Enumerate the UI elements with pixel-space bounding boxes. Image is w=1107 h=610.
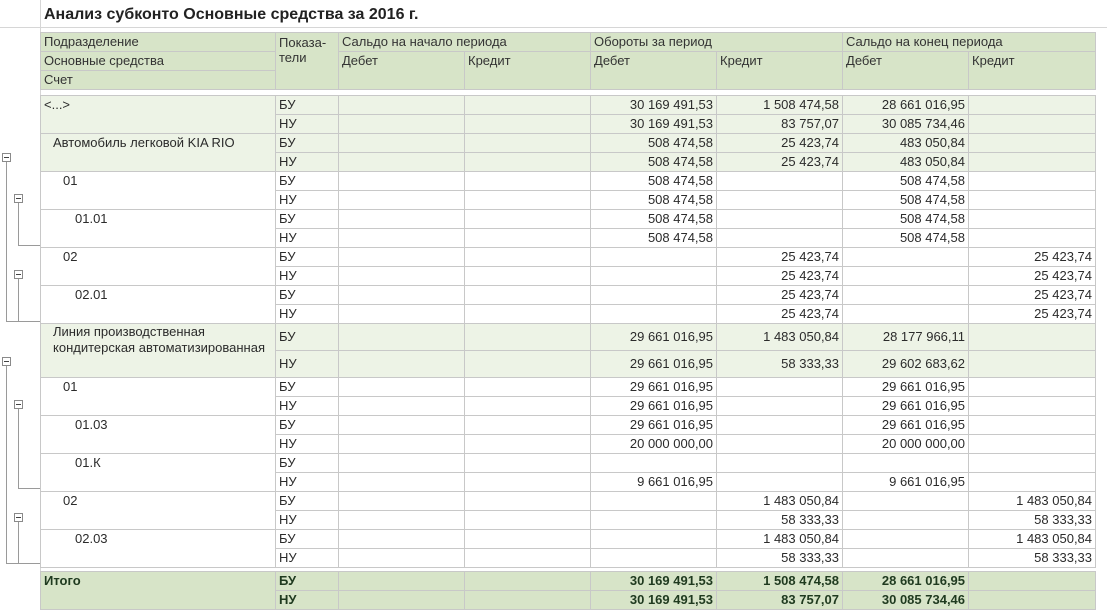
cell-cc bbox=[969, 473, 1096, 492]
indicator-nu: НУ bbox=[276, 115, 339, 134]
cell-cc: 1 483 050,84 bbox=[969, 530, 1096, 549]
cell-cc: 25 423,74 bbox=[969, 248, 1096, 267]
cell-oc bbox=[465, 210, 591, 229]
row-label: 01 bbox=[41, 378, 276, 416]
tree-line bbox=[6, 162, 7, 322]
header-open-debit: Дебет bbox=[339, 52, 465, 90]
header-indicators-line2: тели bbox=[279, 50, 307, 65]
cell-td bbox=[591, 267, 717, 286]
row-label: <...> bbox=[41, 96, 276, 134]
tree-line bbox=[18, 203, 19, 245]
cell-oc bbox=[465, 172, 591, 191]
table-row[interactable] bbox=[41, 378, 1096, 397]
cell-tc: 58 333,33 bbox=[717, 511, 843, 530]
cell-od bbox=[339, 454, 465, 473]
table-row[interactable] bbox=[41, 286, 1096, 305]
table-row[interactable] bbox=[41, 530, 1096, 549]
cell-od bbox=[339, 530, 465, 549]
cell-od bbox=[339, 96, 465, 115]
cell-od bbox=[339, 153, 465, 172]
cell-od bbox=[339, 378, 465, 397]
cell-oc bbox=[465, 416, 591, 435]
collapse-toggle-icon[interactable] bbox=[2, 153, 11, 162]
row-label: 01 bbox=[41, 172, 276, 210]
total-cell-oc bbox=[465, 591, 591, 610]
report-title: Анализ субконто Основные средства за 2016 г. bbox=[44, 6, 419, 23]
cell-oc bbox=[465, 473, 591, 492]
cell-tc bbox=[717, 229, 843, 248]
collapse-toggle-icon[interactable] bbox=[14, 513, 23, 522]
cell-cc bbox=[969, 96, 1096, 115]
cell-td bbox=[591, 286, 717, 305]
cell-oc bbox=[465, 454, 591, 473]
cell-oc bbox=[465, 397, 591, 416]
cell-tc: 1 508 474,58 bbox=[717, 96, 843, 115]
cell-cc: 1 483 050,84 bbox=[969, 492, 1096, 511]
cell-tc bbox=[717, 454, 843, 473]
table-row[interactable] bbox=[41, 248, 1096, 267]
cell-tc bbox=[717, 378, 843, 397]
indicator-nu: НУ bbox=[276, 305, 339, 324]
table-row[interactable] bbox=[41, 416, 1096, 435]
cell-tc: 1 483 050,84 bbox=[717, 530, 843, 549]
header-dim1: Подразделение bbox=[41, 33, 276, 52]
cell-cc: 25 423,74 bbox=[969, 286, 1096, 305]
cell-td: 508 474,58 bbox=[591, 210, 717, 229]
table-row[interactable] bbox=[41, 454, 1096, 473]
cell-cc bbox=[969, 378, 1096, 397]
cell-td: 30 169 491,53 bbox=[591, 96, 717, 115]
cell-cc: 58 333,33 bbox=[969, 549, 1096, 568]
title-divider bbox=[0, 27, 1107, 28]
cell-od bbox=[339, 473, 465, 492]
cell-od bbox=[339, 134, 465, 153]
cell-cc bbox=[969, 134, 1096, 153]
cell-tc bbox=[717, 191, 843, 210]
indicator-bu: БУ bbox=[276, 210, 339, 229]
indicator-bu: БУ bbox=[276, 248, 339, 267]
total-label: Итого bbox=[41, 572, 276, 610]
cell-oc bbox=[465, 351, 591, 378]
indicator-nu: НУ bbox=[276, 191, 339, 210]
report-header bbox=[41, 33, 1096, 96]
cell-cd: 508 474,58 bbox=[843, 229, 969, 248]
cell-cc bbox=[969, 351, 1096, 378]
cell-od bbox=[339, 305, 465, 324]
cell-od bbox=[339, 286, 465, 305]
cell-cd bbox=[843, 530, 969, 549]
cell-oc bbox=[465, 153, 591, 172]
indicator-bu: БУ bbox=[276, 96, 339, 115]
cell-td: 508 474,58 bbox=[591, 134, 717, 153]
cell-od bbox=[339, 229, 465, 248]
cell-oc bbox=[465, 267, 591, 286]
cell-cd bbox=[843, 305, 969, 324]
cell-cd: 29 661 016,95 bbox=[843, 416, 969, 435]
cell-cd: 29 602 683,62 bbox=[843, 351, 969, 378]
cell-td: 29 661 016,95 bbox=[591, 416, 717, 435]
cell-tc bbox=[717, 172, 843, 191]
cell-od bbox=[339, 549, 465, 568]
row-label: 01.К bbox=[41, 454, 276, 492]
cell-tc bbox=[717, 435, 843, 454]
row-label: Автомобиль легковой KIA RIO bbox=[41, 134, 276, 172]
cell-cc bbox=[969, 435, 1096, 454]
cell-od bbox=[339, 267, 465, 286]
cell-oc bbox=[465, 191, 591, 210]
indicator-bu: БУ bbox=[276, 454, 339, 473]
cell-od bbox=[339, 351, 465, 378]
cell-cd: 28 177 966,11 bbox=[843, 324, 969, 351]
table-row[interactable] bbox=[41, 492, 1096, 511]
cell-td bbox=[591, 248, 717, 267]
header-dim3: Счет bbox=[41, 71, 276, 90]
cell-td: 29 661 016,95 bbox=[591, 351, 717, 378]
cell-td: 20 000 000,00 bbox=[591, 435, 717, 454]
cell-cd: 9 661 016,95 bbox=[843, 473, 969, 492]
cell-cd: 28 661 016,95 bbox=[843, 96, 969, 115]
indicator-bu: БУ bbox=[276, 416, 339, 435]
cell-cc bbox=[969, 210, 1096, 229]
indicator-nu: НУ bbox=[276, 397, 339, 416]
cell-cd: 29 661 016,95 bbox=[843, 378, 969, 397]
row-label: 01.03 bbox=[41, 416, 276, 454]
cell-cc bbox=[969, 454, 1096, 473]
cell-oc bbox=[465, 96, 591, 115]
cell-cd bbox=[843, 511, 969, 530]
indicator-nu: НУ bbox=[276, 153, 339, 172]
total-cell-td: 30 169 491,53 bbox=[591, 572, 717, 591]
cell-cd bbox=[843, 492, 969, 511]
tree-gutter bbox=[0, 0, 41, 609]
cell-cd: 508 474,58 bbox=[843, 172, 969, 191]
cell-tc bbox=[717, 473, 843, 492]
cell-cd: 508 474,58 bbox=[843, 191, 969, 210]
indicator-nu: НУ bbox=[276, 473, 339, 492]
header-dim2: Основные средства bbox=[41, 52, 276, 71]
collapse-toggle-icon[interactable] bbox=[14, 194, 23, 203]
total-cell-oc bbox=[465, 572, 591, 591]
indicator-bu: БУ bbox=[276, 324, 339, 351]
cell-tc: 58 333,33 bbox=[717, 351, 843, 378]
cell-td: 508 474,58 bbox=[591, 191, 717, 210]
indicator-bu: БУ bbox=[276, 492, 339, 511]
cell-td bbox=[591, 549, 717, 568]
total-cell-od bbox=[339, 572, 465, 591]
indicator-nu: НУ bbox=[276, 351, 339, 378]
cell-td bbox=[591, 511, 717, 530]
tree-line bbox=[6, 366, 7, 564]
table-row[interactable] bbox=[41, 210, 1096, 229]
table-row[interactable] bbox=[41, 172, 1096, 191]
header-turn-debit: Дебет bbox=[591, 52, 717, 90]
cell-cd bbox=[843, 248, 969, 267]
row-label: 02 bbox=[41, 248, 276, 286]
header-turn-credit: Кредит bbox=[717, 52, 843, 90]
tree-line bbox=[18, 245, 40, 246]
cell-oc bbox=[465, 286, 591, 305]
tree-line bbox=[18, 488, 40, 489]
cell-od bbox=[339, 115, 465, 134]
cell-oc bbox=[465, 134, 591, 153]
cell-td: 9 661 016,95 bbox=[591, 473, 717, 492]
header-close-credit: Кредит bbox=[969, 52, 1096, 90]
cell-cc: 25 423,74 bbox=[969, 267, 1096, 286]
indicator-bu: БУ bbox=[276, 378, 339, 397]
cell-cc: 58 333,33 bbox=[969, 511, 1096, 530]
cell-tc: 25 423,74 bbox=[717, 267, 843, 286]
cell-cd: 508 474,58 bbox=[843, 210, 969, 229]
header-indicators-line1: Показа- bbox=[279, 35, 327, 50]
cell-cd: 29 661 016,95 bbox=[843, 397, 969, 416]
total-cell-cd: 30 085 734,46 bbox=[843, 591, 969, 610]
cell-tc: 25 423,74 bbox=[717, 305, 843, 324]
total-cell-cd: 28 661 016,95 bbox=[843, 572, 969, 591]
tree-line bbox=[18, 409, 19, 488]
cell-oc bbox=[465, 248, 591, 267]
cell-od bbox=[339, 435, 465, 454]
header-turnover: Обороты за период bbox=[591, 33, 843, 52]
indicator-nu: НУ bbox=[276, 435, 339, 454]
row-label: Линия производственная кондитерская автоматизированная bbox=[41, 324, 276, 378]
cell-od bbox=[339, 397, 465, 416]
total-indicator-nu: НУ bbox=[276, 591, 339, 610]
row-label: 02.01 bbox=[41, 286, 276, 324]
cell-td bbox=[591, 530, 717, 549]
row-label: 02 bbox=[41, 492, 276, 530]
indicator-bu: БУ bbox=[276, 134, 339, 153]
indicator-nu: НУ bbox=[276, 229, 339, 248]
cell-td bbox=[591, 492, 717, 511]
total-cell-tc: 1 508 474,58 bbox=[717, 572, 843, 591]
cell-od bbox=[339, 492, 465, 511]
table-row[interactable] bbox=[41, 96, 1096, 115]
cell-oc bbox=[465, 229, 591, 248]
total-cell-cc bbox=[969, 572, 1096, 591]
cell-cc bbox=[969, 397, 1096, 416]
total-cell-cc bbox=[969, 591, 1096, 610]
table-row[interactable] bbox=[41, 134, 1096, 153]
cell-td: 30 169 491,53 bbox=[591, 115, 717, 134]
cell-td: 29 661 016,95 bbox=[591, 324, 717, 351]
cell-od bbox=[339, 248, 465, 267]
row-label: 02.03 bbox=[41, 530, 276, 568]
tree-line bbox=[18, 522, 19, 563]
cell-oc bbox=[465, 530, 591, 549]
cell-od bbox=[339, 416, 465, 435]
cell-oc bbox=[465, 115, 591, 134]
cell-cd bbox=[843, 454, 969, 473]
cell-cd: 20 000 000,00 bbox=[843, 435, 969, 454]
indicator-nu: НУ bbox=[276, 511, 339, 530]
cell-cc: 25 423,74 bbox=[969, 305, 1096, 324]
cell-oc bbox=[465, 549, 591, 568]
table-row[interactable] bbox=[41, 324, 1096, 351]
indicator-bu: БУ bbox=[276, 286, 339, 305]
cell-cc bbox=[969, 191, 1096, 210]
cell-tc: 1 483 050,84 bbox=[717, 492, 843, 511]
tree-line bbox=[6, 321, 40, 322]
total-cell-td: 30 169 491,53 bbox=[591, 591, 717, 610]
cell-tc: 25 423,74 bbox=[717, 153, 843, 172]
cell-cd: 483 050,84 bbox=[843, 134, 969, 153]
indicator-bu: БУ bbox=[276, 530, 339, 549]
cell-tc bbox=[717, 210, 843, 229]
tree-line bbox=[6, 563, 40, 564]
cell-cc bbox=[969, 324, 1096, 351]
cell-od bbox=[339, 511, 465, 530]
cell-tc: 25 423,74 bbox=[717, 134, 843, 153]
cell-td bbox=[591, 305, 717, 324]
collapse-toggle-icon[interactable] bbox=[14, 400, 23, 409]
cell-cd bbox=[843, 549, 969, 568]
cell-oc bbox=[465, 305, 591, 324]
cell-td: 508 474,58 bbox=[591, 172, 717, 191]
cell-cc bbox=[969, 229, 1096, 248]
cell-oc bbox=[465, 492, 591, 511]
total-indicator-bu: БУ bbox=[276, 572, 339, 591]
cell-cd bbox=[843, 286, 969, 305]
header-close-balance: Сальдо на конец периода bbox=[843, 33, 1096, 52]
cell-tc bbox=[717, 397, 843, 416]
report-body bbox=[41, 96, 1096, 610]
header-open-credit: Кредит bbox=[465, 52, 591, 90]
cell-cc bbox=[969, 172, 1096, 191]
collapse-toggle-icon[interactable] bbox=[2, 357, 11, 366]
cell-cd: 30 085 734,46 bbox=[843, 115, 969, 134]
cell-tc: 25 423,74 bbox=[717, 248, 843, 267]
cell-td: 29 661 016,95 bbox=[591, 397, 717, 416]
cell-od bbox=[339, 210, 465, 229]
cell-td bbox=[591, 454, 717, 473]
indicator-nu: НУ bbox=[276, 549, 339, 568]
cell-oc bbox=[465, 511, 591, 530]
collapse-toggle-icon[interactable] bbox=[14, 270, 23, 279]
report-table bbox=[40, 32, 1096, 610]
cell-od bbox=[339, 172, 465, 191]
cell-od bbox=[339, 191, 465, 210]
indicator-bu: БУ bbox=[276, 172, 339, 191]
cell-td: 29 661 016,95 bbox=[591, 378, 717, 397]
cell-cd bbox=[843, 267, 969, 286]
cell-oc bbox=[465, 324, 591, 351]
total-cell-tc: 83 757,07 bbox=[717, 591, 843, 610]
cell-tc: 83 757,07 bbox=[717, 115, 843, 134]
header-open-balance: Сальдо на начало периода bbox=[339, 33, 591, 52]
cell-tc: 1 483 050,84 bbox=[717, 324, 843, 351]
cell-cd: 483 050,84 bbox=[843, 153, 969, 172]
total-row[interactable] bbox=[41, 572, 1096, 591]
cell-tc: 58 333,33 bbox=[717, 549, 843, 568]
cell-td: 508 474,58 bbox=[591, 153, 717, 172]
header-close-debit: Дебет bbox=[843, 52, 969, 90]
tree-line bbox=[18, 279, 19, 321]
cell-cc bbox=[969, 416, 1096, 435]
cell-td: 508 474,58 bbox=[591, 229, 717, 248]
header-indicators bbox=[276, 33, 339, 90]
cell-cc bbox=[969, 115, 1096, 134]
total-cell-od bbox=[339, 591, 465, 610]
cell-oc bbox=[465, 435, 591, 454]
indicator-nu: НУ bbox=[276, 267, 339, 286]
cell-od bbox=[339, 324, 465, 351]
cell-oc bbox=[465, 378, 591, 397]
cell-tc bbox=[717, 416, 843, 435]
cell-tc: 25 423,74 bbox=[717, 286, 843, 305]
cell-cc bbox=[969, 153, 1096, 172]
row-label: 01.01 bbox=[41, 210, 276, 248]
